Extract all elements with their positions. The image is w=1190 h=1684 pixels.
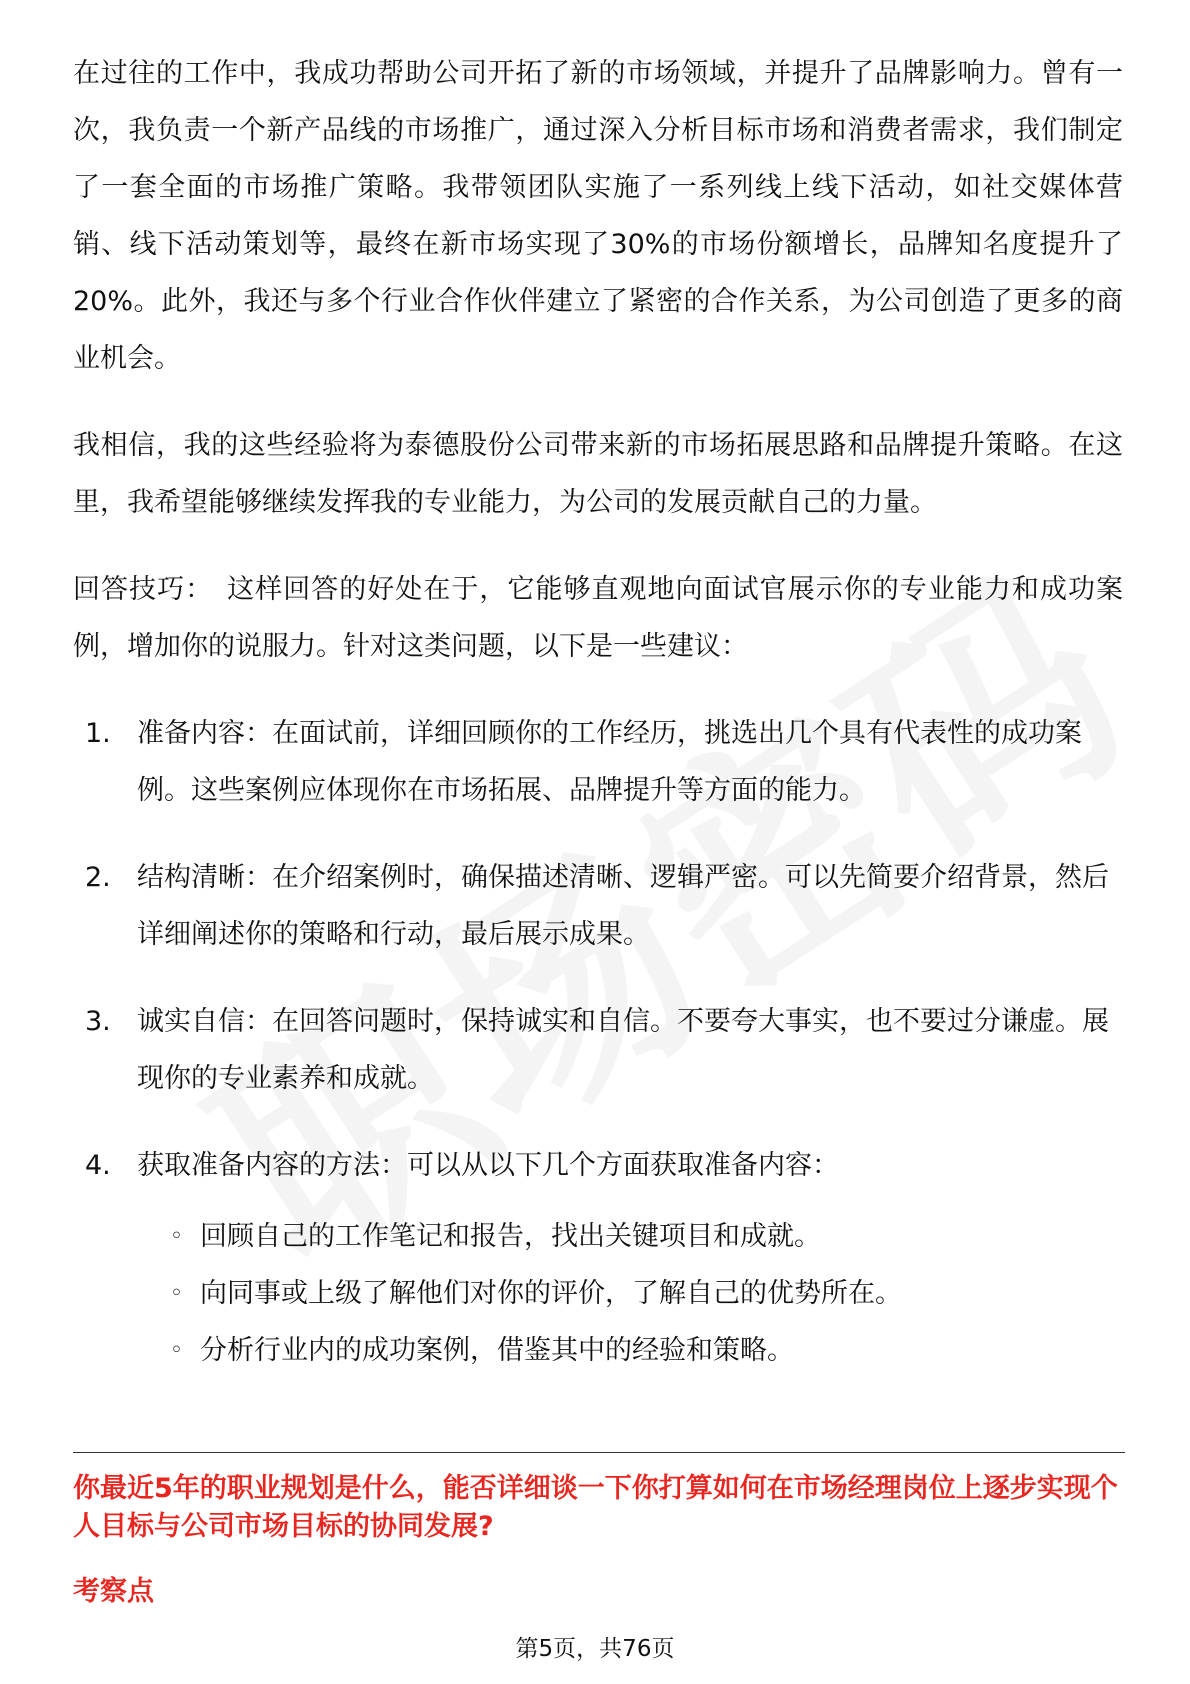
tip-number: 1.	[85, 718, 111, 749]
source-text: 分析行业内的成功案例，借鉴其中的经验和策略。	[200, 1335, 794, 1366]
source-text: 回顾自己的工作笔记和报告，找出关键项目和成就。	[200, 1221, 821, 1252]
tip-item	[85, 1137, 1123, 1379]
sources-list	[137, 1208, 1123, 1379]
hollow-bullet-icon: ◦	[170, 1224, 183, 1249]
tips-intro-text: 这样回答的好处在于，它能够直观地向面试官展示你的专业能力和成功案例，增加你的说服力。针对这类问题，以下是一些建议：	[73, 574, 1124, 662]
document-body	[73, 45, 1123, 1409]
next-question-heading: 你最近5年的职业规划是什么，能否详细谈一下你打算如何在市场经理岗位上逐步实现个人目标与公司市场目标的协同发展?	[73, 1473, 1118, 1542]
hollow-bullet-icon: ◦	[170, 1281, 183, 1306]
tip-number: 4.	[85, 1150, 111, 1181]
tip-item	[85, 993, 1123, 1107]
tip-number: 3.	[85, 1006, 111, 1037]
tip-item	[85, 849, 1123, 963]
tip-text: 结构清晰：在介绍案例时，确保描述清晰、逻辑严密。可以先简要介绍背景，然后详细阐述你的策略和行动，最后展示成果。	[137, 862, 1109, 950]
tips-label: 回答技巧：	[73, 574, 214, 605]
hollow-bullet-icon: ◦	[170, 1338, 183, 1363]
page-footer: 第5页，共76页	[515, 1636, 675, 1662]
tips-list	[73, 705, 1123, 1379]
tip-text: 诚实自信：在回答问题时，保持诚实和自信。不要夸大事实，也不要过分谦虚。展现你的专业素养和成就。	[137, 1006, 1109, 1094]
tip-text: 准备内容：在面试前，详细回顾你的工作经历，挑选出几个具有代表性的成功案例。这些案例应体现你在市场拓展、品牌提升等方面的能力。	[137, 718, 1082, 806]
section-label: 考察点	[73, 1576, 154, 1607]
source-item	[170, 1265, 1123, 1322]
source-text: 向同事或上级了解他们对你的评价，了解自己的优势所在。	[200, 1278, 902, 1309]
section-divider	[73, 1452, 1125, 1453]
answer-paragraph-1: 在过往的工作中，我成功帮助公司开拓了新的市场领域，并提升了品牌影响力。曾有一次，我负责一个新产品线的市场推广，通过深入分析目标市场和消费者需求，我们制定了一套全面的市场推广策略。我带领团队实施了一系列线上线下活动，如社交媒体营销、线下活动策划等，最终在新市场实现了30%的市场份额增长，品牌知名度提升了20%。此外，我还与多个行业合作伙伴建立了紧密的合作关系，为公司创造了更多的商业机会。	[73, 58, 1123, 374]
tips-intro	[73, 561, 1123, 675]
source-item	[170, 1208, 1123, 1265]
source-item	[170, 1322, 1123, 1379]
answer-paragraph-2: 我相信，我的这些经验将为泰德股份公司带来新的市场拓展思路和品牌提升策略。在这里，我希望能够继续发挥我的专业能力，为公司的发展贡献自己的力量。	[73, 430, 1123, 518]
tip-item	[85, 705, 1123, 819]
tip-text: 获取准备内容的方法：可以从以下几个方面获取准备内容：	[137, 1150, 839, 1181]
tip-number: 2.	[85, 862, 111, 893]
